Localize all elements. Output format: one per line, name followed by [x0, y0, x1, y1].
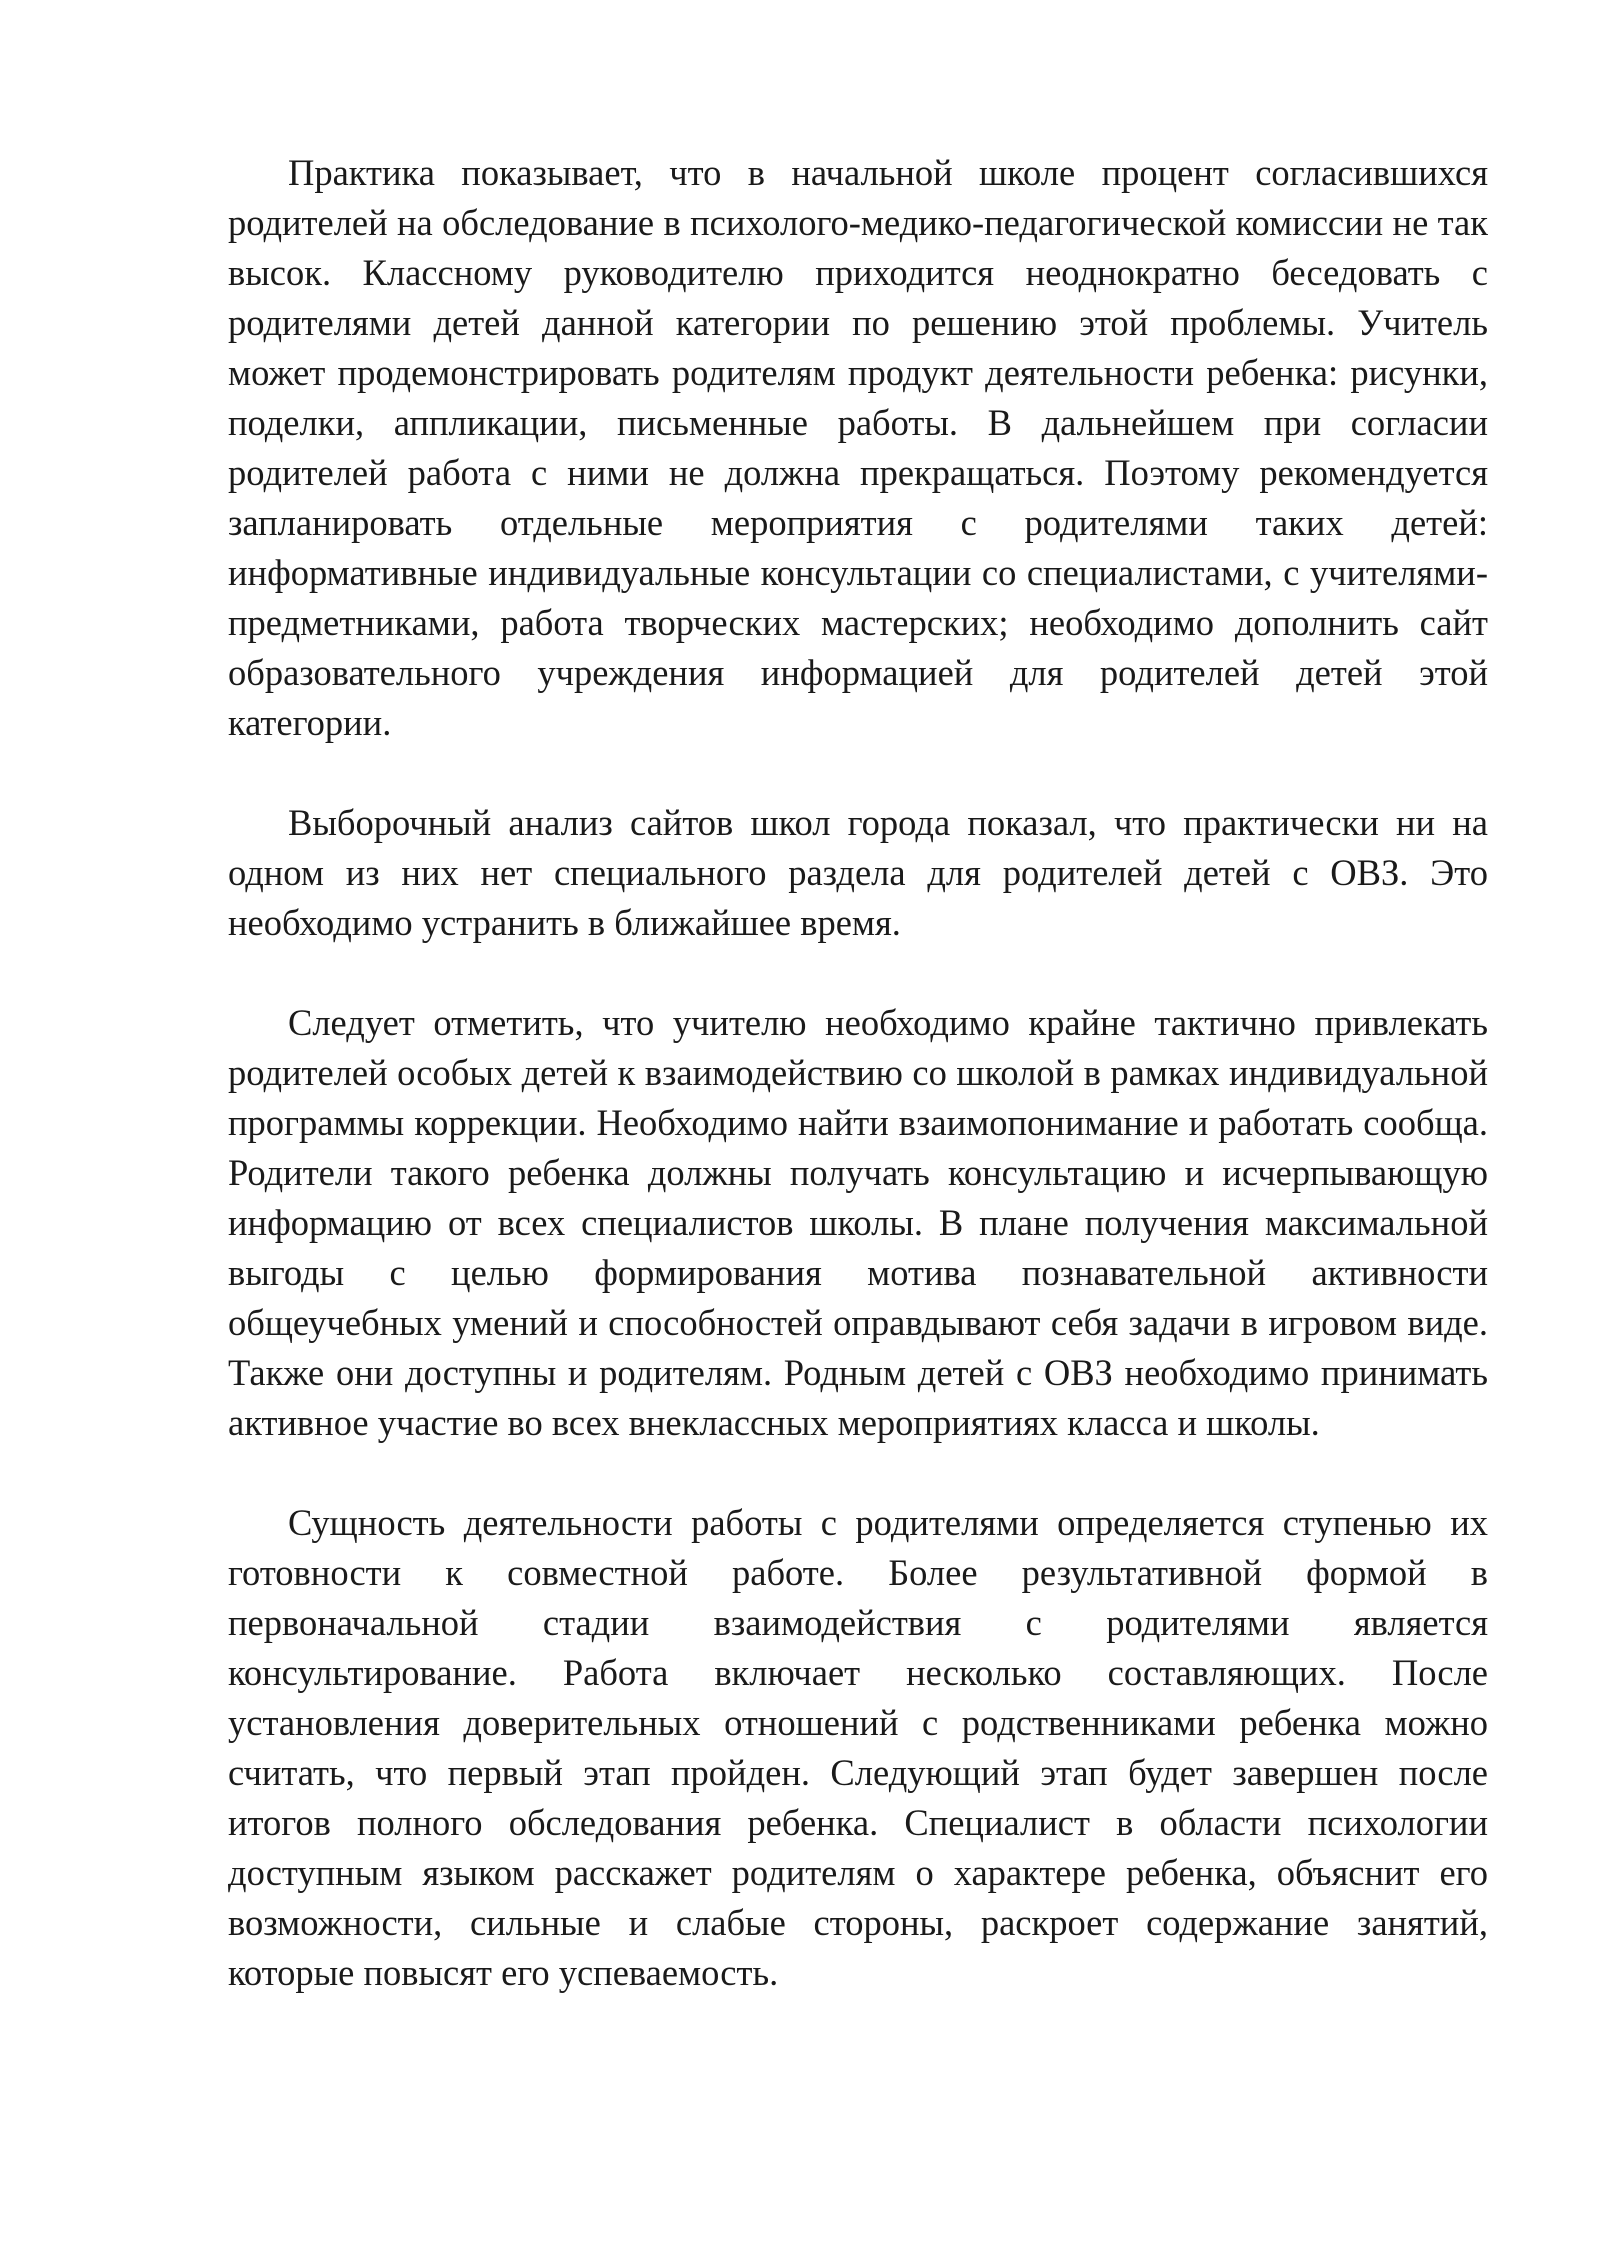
paragraph-consultation-essence: Сущность деятельности работы с родителями определяется ступенью их готовности к совместной работе. Более результативной формой в первоначальной стадии взаимодействия с родителями является консультирование. Работа включает несколько составляющих. После установления доверительных отношений с родственниками ребенка можно считать, что первый этап пройден. Следующий этап будет завершен после итогов полного обследования ребенка. Специалист в области психологии доступным языком расскажет родителям о характере ребенка, объяснит его возможности, сильные и слабые стороны, раскроет содержание занятий, которые повысят его успеваемость.	[228, 1502, 1488, 1993]
paragraph-parent-involvement: Следует отметить, что учителю необходимо крайне тактично привлекать родителей особых детей к взаимодействию со школой в рамках индивидуальной программы коррекции. Необходимо найти взаимопонимание и работать сообща. Родители такого ребенка должны получать консультацию и исчерпывающую информацию от всех специалистов школы. В плане получения максимальной выгоды с целью формирования мотива познавательной активности общеучебных умений и способностей оправдывают себя задачи в игровом виде. Также они доступны и родителям. Родным детей с ОВЗ необходимо принимать активное участие во всех внеклассных мероприятиях класса и школы.	[228, 1002, 1488, 1443]
paragraph-practice: Практика показывает, что в начальной школе процент согласившихся родителей на обследование в психолого-медико-педагогической комиссии не так высок. Классному руководителю приходится неоднократно беседовать с родителями детей данной категории по решению этой проблемы. Учитель может продемонстрировать родителям продукт деятельности ребенка: рисунки, поделки, аппликации, письменные работы. В дальнейшем при согласии родителей работа с ними не должна прекращаться. Поэтому рекомендуется запланировать отдельные мероприятия с родителями таких детей: информативные индивидуальные консультации со специалистами, с учителями-предметниками, работа творческих мастерских; необходимо дополнить сайт образовательного учреждения информацией для родителей детей этой категории.	[228, 152, 1488, 743]
document-body	[228, 148, 1488, 1998]
paragraph-website-analysis: Выборочный анализ сайтов школ города показал, что практически ни на одном из них нет специального раздела для родителей детей с ОВЗ. Это необходимо устранить в ближайшее время.	[228, 802, 1488, 943]
